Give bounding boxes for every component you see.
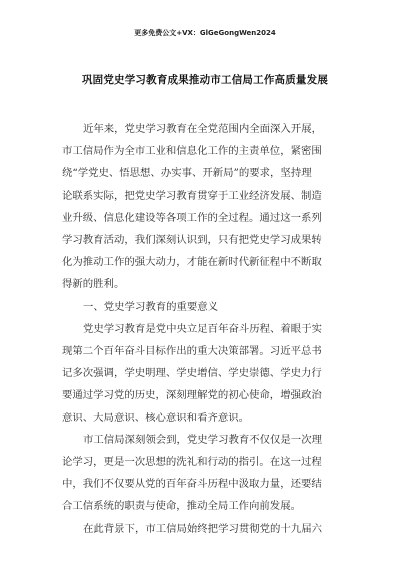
paragraph-line: 一、党史学习教育的重要意义: [83, 300, 219, 313]
paragraph-line: 党史学习教育是党中央立足百年奋斗历程、着眼于实: [83, 322, 322, 335]
paragraph: [62, 118, 348, 296]
paragraph-line: 记多次强调，学史明理、学史增信、学史崇德、学史力行: [62, 367, 322, 380]
paragraph-line: 绕“学党史、悟思想、办实事、开新局”的要求，坚持理: [62, 167, 312, 180]
paragraph: [62, 518, 348, 540]
paragraph-line: 现第二个百年奋斗目标作出的重大决策部署。习近平总书: [62, 345, 322, 358]
paragraph-line: 市工信局深刻领会到，党史学习教育不仅仅是一次理: [83, 433, 322, 446]
paragraph-line: 论联系实际，把党史学习教育贯穿于工业经济发展、制造: [62, 189, 322, 202]
paragraph-line: 中，我们不仅要从党的百年奋斗历程中汲取力量，还要结: [62, 478, 322, 491]
paragraph-line: 学习教育活动，我们深刻认识到，只有把党史学习成果转: [62, 234, 322, 247]
paragraph: [62, 296, 348, 318]
paragraph: [62, 318, 348, 429]
paragraph-line: 合工信系统的职责与使命，推动全局工作向前发展。: [62, 500, 301, 513]
paragraph-line: 论学习，更是一次思想的洗礼和行动的指引。在这一过程: [62, 456, 322, 469]
document-title: 巩固党史学习教育成果推动市工信局工作高质量发展: [81, 74, 329, 86]
paragraph-line: 要通过学习党的历史，深刻理解党的初心使命，增强政治: [62, 389, 322, 402]
header-note: 更多免费公文+VX：GlGeGongWen2024: [134, 29, 276, 37]
paragraph-line: 得新的胜利。: [62, 278, 125, 291]
paragraph-line: 在此背景下，市工信局始终把学习贯彻党的十九届六: [83, 522, 322, 535]
paragraph-line: 业升级、信息化建设等各项工作的全过程。通过这一系列: [62, 211, 322, 224]
paragraph-line: 意识、大局意识、核心意识和看齐意识。: [62, 411, 250, 424]
paragraph-line: 市工信局作为全市工业和信息化工作的主责单位，紧密围: [62, 145, 322, 158]
document-body: [62, 118, 348, 540]
paragraph: [62, 429, 348, 518]
paragraph-line: 近年来，党史学习教育在全党范围内全面深入开展，: [83, 123, 322, 135]
paragraph-line: 化为推动工作的强大动力，才能在新时代新征程中不断取: [62, 256, 322, 269]
